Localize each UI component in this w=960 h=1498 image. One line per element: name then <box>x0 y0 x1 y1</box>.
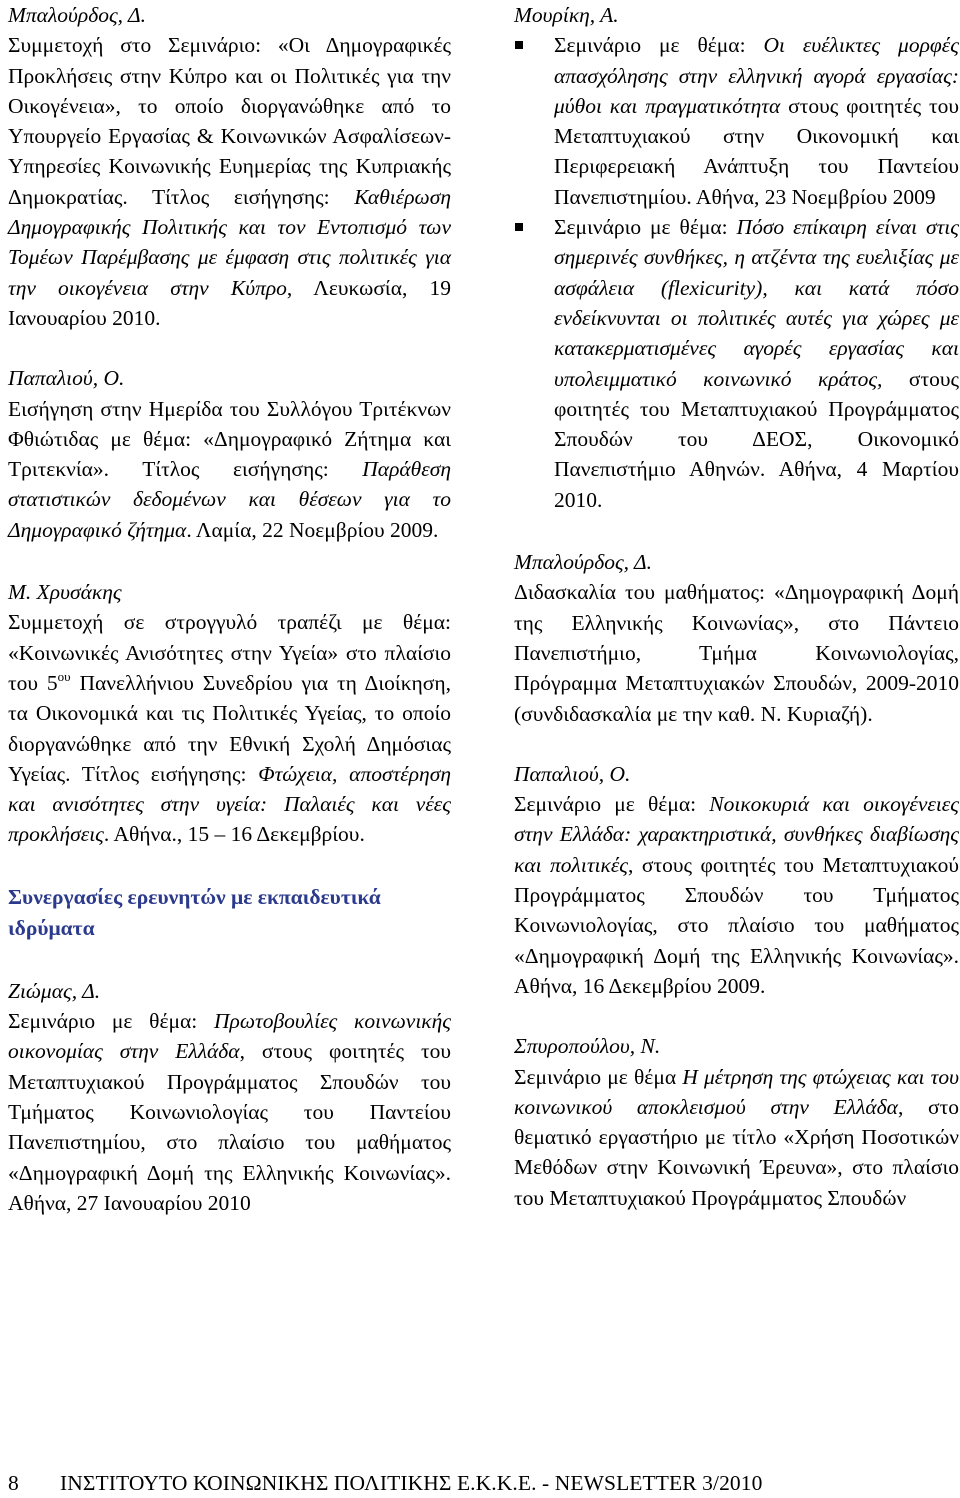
entry-baloudros-teaching <box>514 547 959 729</box>
right-column <box>514 0 959 1213</box>
square-bullet-icon <box>515 223 523 231</box>
footer-title: ΙΝΣΤΙΤΟΥΤΟ ΚΟΙΝΩΝΙΚΗΣ ΠΟΛΙΤΙΚΗΣ Ε.Κ.Κ.Ε. - NEWSLETTER 3/2010 <box>60 1471 763 1495</box>
entry-chrysakis-health <box>8 577 451 850</box>
entry-body: Συμμετοχή σε στρογγυλό τραπέζι με θέμα: «Κοινωνικές Ανισότητες στην Υγεία» στο πλαίσιο του $5^{o\upsilon}$ Πανελλήνιου Συνεδρίου για τη Διοίκηση, τα Οικονομικά και τις Πολιτικές Υγείας, το οποίο διοργανώθηκε από την Εθνική Σχολή Δημόσιας Υγείας. Τίτλος εισήγησης: Φτώχεια, αποστέρηση και ανισότητες στην υγεία: Παλαιές και νέες προκλήσεις. Αθήνα., 15 – 16 Δεκεμβρίου. <box>8 610 451 847</box>
entry-author: Παπαλιού, Ο. <box>8 366 125 391</box>
page-footer <box>8 1468 960 1498</box>
entry-body: Σεμινάριο με θέμα Η μέτρηση της φτώχειας και του κοινωνικού αποκλεισμού στην Ελλάδα, στο θεματικό εργαστήριο με τίτλο «Χρήση Ποσοτικών Μεθόδων στην Κοινωνική Έρευνα», στο πλαίσιο του Μεταπτυχιακού Προγράμματος Σπουδών <box>514 1064 959 1210</box>
entry-body: Σεμινάριο με θέμα: Πρωτοβουλίες κοινωνικής οικονομίας στην Ελλάδα, στους φοιτητές του Μεταπτυχιακού Προγράμματος Σπουδών του Τμήματος Κοινωνιολογίας του Παντείου Πανεπιστημίου, στο πλαίσιο του μαθήματος «Δημογραφική Δομή της Ελληνικής Κοινωνίας». Αθήνα, 27 Ιανουαρίου 2010 <box>8 1009 451 1215</box>
entry-papaliou-seminar <box>514 759 959 1001</box>
entry-spyropoulou-seminar <box>514 1031 959 1213</box>
entry-author: Μπαλούρδος, Δ. <box>8 3 147 27</box>
entry-ziomas-seminar <box>8 976 451 1218</box>
page-number: 8 <box>8 1471 19 1495</box>
entry-author: Σπυροπούλου, Ν. <box>514 1034 661 1059</box>
entry-author: Μουρίκη, Α. <box>514 3 619 27</box>
entry-mouriki-seminars <box>514 0 959 515</box>
square-bullet-icon <box>515 41 523 49</box>
entry-body: Εισήγηση στην Ημερίδα του Συλλόγου Τριτέκνων Φθιώτιδας με θέμα: «Δημογραφικό Ζήτημα και Τριτεκνία». Τίτλος εισήγησης: Παράθεση στατιστικών δεδομένων και θέσεων για το Δημογραφικό ζήτημα. Λαμία, 22 Νοεμβρίου 2009. <box>8 396 451 542</box>
entry-author: Μπαλούρδος, Δ. <box>514 550 653 575</box>
entry-papaliou-lamia <box>8 363 451 545</box>
entry-author: Παπαλιού, Ο. <box>514 761 631 786</box>
entry-author: Ζιώμας, Δ. <box>8 978 101 1003</box>
entry-body: Σεμινάριο με θέμα: Νοικοκυριά και οικογένειες στην Ελλάδα: χαρακτηριστικά, συνθήκες διαβίωσης και πολιτικές, στους φοιτητές του Μεταπτυχιακού Προγράμματος Σπουδών του Τμήματος Κοινωνιολογίας, στο πλαίσιο του μαθήματος «Δημογραφική Δομή της Ελληνικής Κοινωνίας». Αθήνα, 16 Δεκεμβρίου 2009. <box>514 792 960 998</box>
section-heading: Συνεργασίες ερευνητών με εκπαιδευτικά ιδρύματα <box>8 884 381 940</box>
bullet-list <box>514 30 959 515</box>
entry-body: Διδασκαλία του μαθήματος: «Δημογραφική Δομή της Ελληνικής Κοινωνίας», στο Πάντειο Πανεπιστήμιο, Τμήμα Κοινωνιολογίας, Πρόγραμμα Μεταπτυχιακών Σπουδών, 2009-2010 (συνδιδασκαλία με την καθ. Ν. Κυριαζή). <box>514 580 959 726</box>
list-item: Σεμινάριο με θέμα: Πόσο επίκαιρη είναι στις σημερινές συνθήκες, η ατζέντα της ευελιξίας με ασφάλεια (flexicurity), και κατά πόσο ενδείκνυνται οι πολιτικές αυτές για χώρες με κατακερματισμένες αγορές εργασίας και υπολειμματικό κοινωνικό κράτος, στους φοιτητές του Μεταπτυχιακού Προγράμματος Σπουδών του ΔΕΟΣ, Οικονομικό Πανεπιστήμιο Αθηνών. Αθήνα, 4 Μαρτίου 2010. <box>514 212 959 515</box>
entry-body: Συμμετοχή στο Σεμινάριο: «Οι Δημογραφικές Προκλήσεις στην Κύπρο και οι Πολιτικές για την Οικογένεια», το οποίο διοργανώθηκε από το Υπουργείο Εργασίας & Κοινωνικών Ασφαλίσεων- Υπηρεσίες Κοινωνικής Ευημερίας της Κυπριακής Δημοκρατίας. Τίτλος εισήγησης: Καθιέρωση Δημογραφικής Πολιτικής και τον Εντοπισμό των Τομέων Παρέμβασης με έμφαση στις πολιτικές για την οικογένεια στην Κύπρο, Λευκωσία, 19 Ιανουαρίου 2010. <box>8 33 451 330</box>
list-item: Σεμινάριο με θέμα: Οι ευέλικτες μορφές απασχόλησης στην ελληνική αγορά εργασίας: μύθοι και πραγματικότητα στους φοιτητές του Μεταπτυχιακού στην Οικονομική και Περιφερειακή Ανάπτυξη του Παντείου Πανεπιστημίου. Αθήνα, 23 Νοεμβρίου 2009 <box>514 30 959 212</box>
entry-baloudros-cyprus <box>8 0 451 333</box>
entry-author: Μ. Χρυσάκης <box>8 580 122 605</box>
left-column <box>8 0 451 1218</box>
